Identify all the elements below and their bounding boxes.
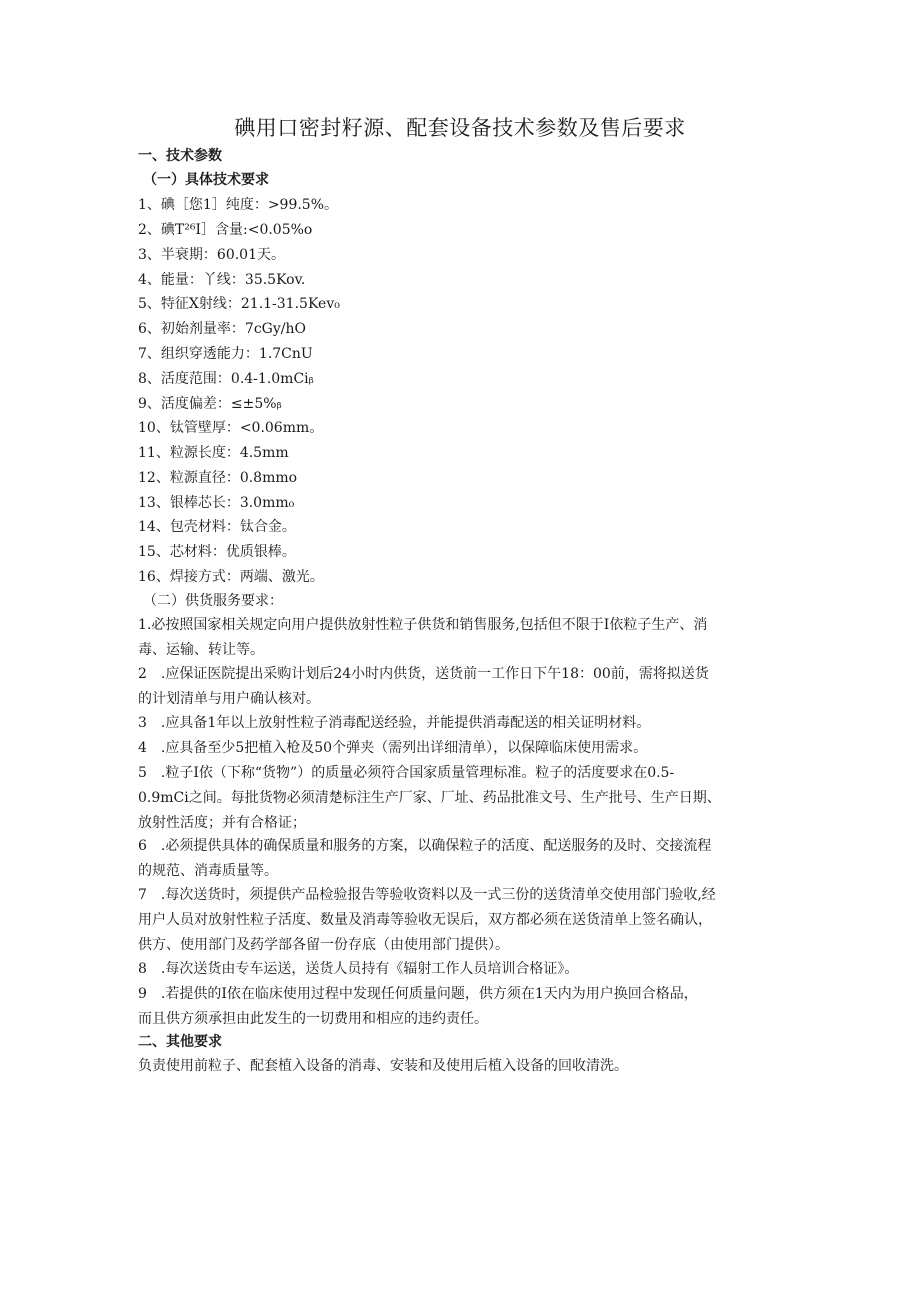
spec-item: 15、芯材料：优质银棒。 [138,544,296,560]
spec-item: 11、粒源长度：4.5mm [138,445,289,461]
service-paragraph [138,957,788,982]
paragraph-line: 用户人员对放射性粒子活度、数量及消毒等验收无误后，双方都必须在送货清单上签名确认， [138,912,712,928]
service-paragraph [138,883,788,958]
paragraph-line: 0.9mCi之间。每批货物必须清楚标注生产厂家、厂址、药品批准文号、生产批号、生产日期、 [138,790,721,806]
service-paragraph [138,613,788,663]
spec-item: 10、钛管壁厚：<0.06mm。 [138,420,324,436]
subsection-heading-specific-requirements: （一）具体技术要求 [143,172,269,188]
other-requirements-text: 负责使用前粒子、配套植入设备的消毒、安装和及使用后植入设备的回收清洗。 [138,1058,628,1074]
paragraph-line: 8 .每次送货由专车运送，送货人员持有《辐射工作人员培训合格证》。 [138,961,579,977]
spec-item: 5、特征X射线：21.1-31.5Kev₀ [138,296,340,312]
paragraph-line: 而且供方须承担由此发生的一切费用和相应的违约责任。 [138,1011,488,1027]
section-heading-technical-params: 一、技术参数 [138,148,222,164]
paragraph-line: 毒、运输、转让等。 [138,642,264,658]
section-heading-other-requirements: 二、其他要求 [138,1034,222,1050]
service-paragraph [138,736,788,761]
paragraph-line: 的规范、消毒质量等。 [138,863,278,879]
subsection-heading-supply-service: （二）供货服务要求： [143,593,283,609]
paragraph-line: 1.必按照国家相关规定向用户提供放射性粒子供货和销售服务,包括但不限于I依粒子生产、消 [138,617,708,633]
spec-item: 7、组织穿透能力：1.7CnU [138,346,313,362]
paragraph-line: 3 .应具备1年以上放射性粒子消毒配送经验，并能提供消毒配送的相关证明材料。 [138,715,651,731]
paragraph-line: 4 .应具备至少5把植入枪及50个弹夹（需列出详细清单），以保障临床使用需求。 [138,740,648,756]
spec-item: 1、碘［您1］纯度：>99.5%。 [138,197,339,213]
service-paragraph [138,834,788,884]
spec-item: 4、能量：丫线：35.5Kov. [138,272,306,288]
paragraph-line: 供方、使用部门及药学部各留一份存底（由使用部门提供）。 [138,937,509,953]
spec-item: 9、活度偏差：≤±5%ᵦ [138,396,282,412]
spec-item: 2、碘T²⁶I］含量:<0.05%o [138,222,313,238]
spec-item: 3、半衰期：60.01天。 [138,247,285,263]
service-paragraph [138,982,788,1032]
paragraph-line: 5 .粒子I依（下称“货物”）的质量必须符合国家质量管理标准。粒子的活度要求在0.5- [138,765,675,781]
service-paragraph [138,761,788,836]
document-title: 碘用口密封籽源、配套设备技术参数及售后要求 [234,116,686,140]
spec-item: 16、焊接方式：两端、激光。 [138,569,324,585]
service-paragraph [138,662,788,712]
spec-item: 12、粒源直径：0.8mmo [138,470,298,486]
paragraph-line: 放射性活度；并有合格证； [138,815,306,831]
service-paragraph [138,711,788,736]
spec-item: 14、包壳材料：钛合金。 [138,519,296,535]
spec-item: 6、初始剂量率：7cGy/hO [138,321,306,337]
spec-item: 8、活度范围：0.4-1.0mCiᵦ [138,371,314,387]
paragraph-line: 2 .应保证医院提出采购计划后24小时内供货，送货前一工作日下午18：00前，需将拟送货 [138,666,709,682]
paragraph-line: 9 .若提供的I依在临床使用过程中发现任何质量问题，供方须在1天内为用户换回合格品， [138,986,698,1002]
paragraph-line: 的计划清单与用户确认核对。 [138,691,320,707]
spec-item: 13、银棒芯长：3.0mm₀ [138,495,295,511]
paragraph-line: 7 .每次送货时，须提供产品检验报告等验收资料以及一式三份的送货清单交使用部门验收,经 [138,887,716,903]
paragraph-line: 6 .必须提供具体的确保质量和服务的方案，以确保粒子的活度、配送服务的及时、交接流程 [138,838,712,854]
